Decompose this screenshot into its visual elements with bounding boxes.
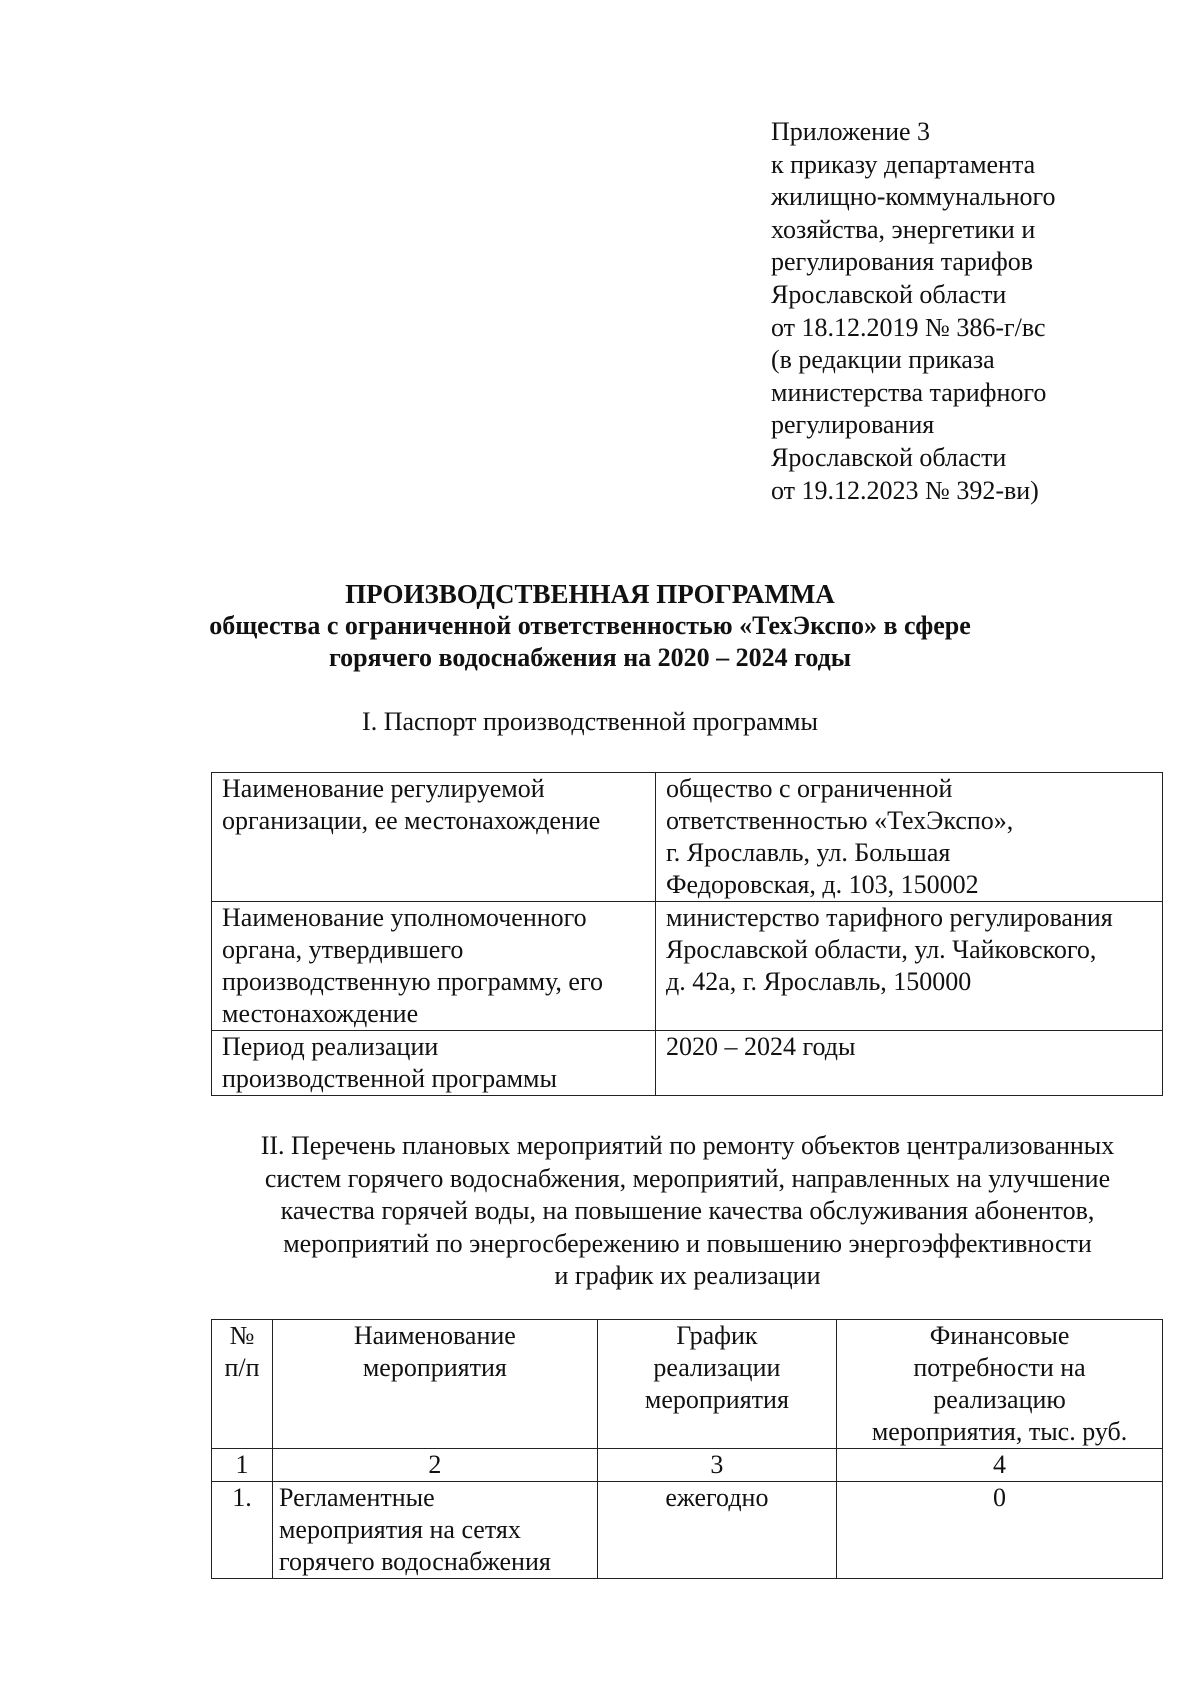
table-row: [212, 1482, 1163, 1579]
column-number-cell: 2: [272, 1449, 597, 1482]
section-2-title-line: качества горячей воды, на повышение качества обслуживания абонентов,: [280, 1196, 1095, 1225]
appendix-block: [771, 116, 1171, 507]
section-1-title: I. Паспорт производственной программы: [362, 707, 818, 736]
cell-line: органа, утвердившего: [222, 935, 464, 964]
row-cost-cell: 0: [837, 1482, 1163, 1579]
section-2-title-line: II. Перечень плановых мероприятий по ремонту объектов централизованных: [260, 1131, 1115, 1160]
column-number-cell: 1: [212, 1449, 273, 1482]
passport-value-cell: [656, 773, 1163, 902]
header-cell-schedule: [597, 1320, 836, 1449]
passport-table: [211, 772, 1163, 1096]
passport-label-cell: [212, 1031, 656, 1096]
cell-line: Наименование уполномоченного: [222, 903, 587, 932]
cell-line: Федоровская, д. 103, 150002: [666, 870, 979, 899]
cell-line: местонахождение: [222, 999, 419, 1028]
appendix-line: Приложение 3: [771, 117, 931, 146]
measures-table: [211, 1319, 1163, 1579]
row-name-cell: [272, 1482, 597, 1579]
cell-line: п/п: [224, 1353, 260, 1382]
cell-line: Ярославской области, ул. Чайковского,: [666, 935, 1097, 964]
cell-line: г. Ярославль, ул. Большая: [666, 838, 951, 867]
cell-line: потребности на: [913, 1353, 1086, 1382]
cell-line: производственную программу, его: [222, 967, 603, 996]
cell-line: мероприятия: [644, 1385, 789, 1414]
appendix-line: от 18.12.2019 № 386-г/вс: [771, 312, 1046, 342]
cell-line: мероприятия на сетях: [278, 1515, 521, 1544]
appendix-line: жилищно-коммунального: [771, 182, 1056, 212]
cell-line: Наименование: [353, 1321, 516, 1350]
section-2-title-line: и график их реализации: [554, 1261, 821, 1290]
cell-line: ответственностью «ТехЭкспо»,: [666, 806, 1014, 835]
cell-line: организации, ее местонахождение: [222, 806, 601, 835]
cell-line: горячего водоснабжения: [278, 1547, 551, 1576]
appendix-line: (в редакции приказа: [771, 345, 995, 375]
table-header-row: [212, 1320, 1163, 1449]
header-cell-number: [212, 1320, 273, 1449]
section-2-title-line: систем горячего водоснабжения, мероприятий, направленных на улучшение: [264, 1163, 1111, 1193]
passport-label-cell: [212, 773, 656, 902]
appendix-line: регулирования тарифов: [771, 247, 1033, 277]
cell-line: 2020 – 2024 годы: [666, 1032, 856, 1061]
document-subtitle-line: горячего водоснабжения на 2020 – 2024 годы: [328, 643, 852, 672]
cell-line: Финансовые: [929, 1321, 1070, 1350]
document-title: ПРОИЗВОДСТВЕННАЯ ПРОГРАММА: [345, 579, 835, 609]
cell-line: Период реализации: [222, 1032, 439, 1061]
column-number-cell: 3: [597, 1449, 836, 1482]
cell-line: мероприятия: [362, 1353, 507, 1382]
cell-line: общество с ограниченной: [666, 774, 953, 803]
column-number-row: [212, 1449, 1163, 1482]
cell-line: Регламентные: [278, 1483, 435, 1512]
section-2-title: [200, 1130, 1175, 1293]
row-schedule-cell: ежегодно: [597, 1482, 836, 1579]
appendix-line: к приказу департамента: [771, 149, 1036, 179]
appendix-line: от 19.12.2023 № 392-ви): [771, 475, 1039, 505]
appendix-line: Ярославской области: [771, 279, 1007, 309]
header-cell-cost: [837, 1320, 1163, 1449]
cell-line: министерство тарифного регулирования: [666, 903, 1113, 932]
appendix-line: Ярославской области: [771, 442, 1007, 472]
document-subtitle-line: общества с ограниченной ответственностью «ТехЭкспо» в сфере: [209, 611, 971, 640]
passport-value-cell: [656, 902, 1163, 1031]
row-number-cell: 1.: [212, 1482, 273, 1579]
document-heading: [200, 578, 980, 674]
table-row: [212, 902, 1163, 1031]
cell-line: производственной программы: [222, 1064, 557, 1093]
header-cell-name: [272, 1320, 597, 1449]
appendix-line: хозяйства, энергетики и: [771, 214, 1036, 244]
column-number-cell: 4: [837, 1449, 1163, 1482]
passport-label-cell: [212, 902, 656, 1031]
passport-value-cell: [656, 1031, 1163, 1096]
cell-line: Наименование регулируемой: [222, 774, 545, 803]
cell-line: реализации: [653, 1353, 781, 1382]
appendix-line: министерства тарифного: [771, 377, 1047, 407]
table-row: [212, 1031, 1163, 1096]
cell-line: реализацию: [933, 1385, 1066, 1414]
cell-line: №: [229, 1321, 255, 1350]
cell-line: д. 42а, г. Ярославль, 150000: [666, 967, 972, 996]
appendix-line: регулирования: [771, 410, 935, 440]
section-2-title-line: мероприятий по энергосбережению и повышению энергоэффективности: [283, 1228, 1092, 1258]
cell-line: мероприятия, тыс. руб.: [871, 1417, 1128, 1446]
cell-line: График: [676, 1321, 758, 1350]
table-row: [212, 773, 1163, 902]
